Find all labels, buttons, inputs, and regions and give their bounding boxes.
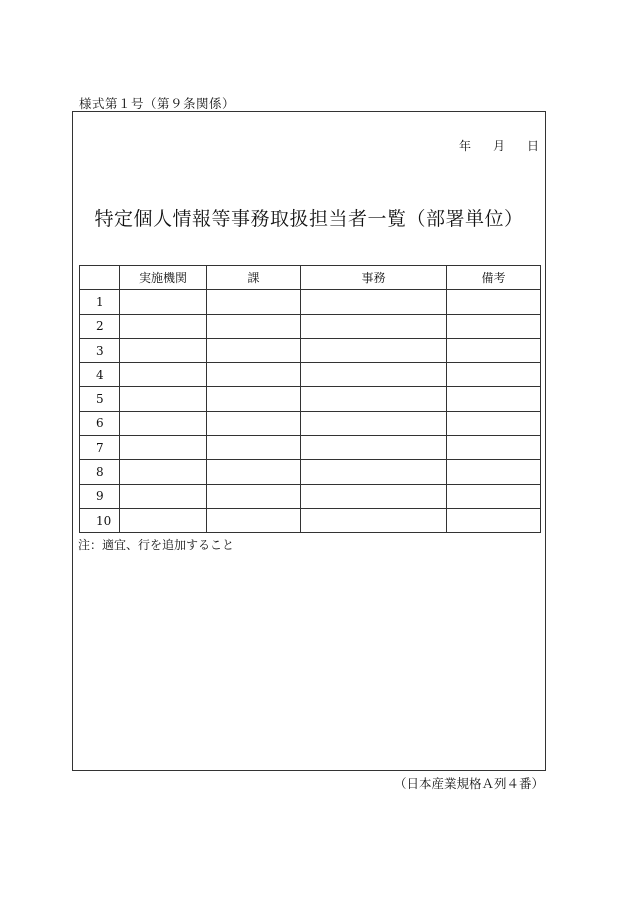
cell-section[interactable]	[207, 508, 301, 532]
row-number: 6	[80, 411, 120, 435]
paper-size-footer: （日本産業規格Ａ列４番）	[393, 776, 544, 791]
cell-agency[interactable]	[120, 290, 207, 314]
cell-agency[interactable]	[120, 411, 207, 435]
cell-section[interactable]	[207, 436, 301, 460]
cell-section[interactable]	[207, 338, 301, 362]
table-row	[80, 290, 541, 314]
row-number: 9	[80, 484, 120, 508]
cell-section[interactable]	[207, 411, 301, 435]
row-number: 7	[80, 436, 120, 460]
cell-agency[interactable]	[120, 460, 207, 484]
header-cell-number	[80, 266, 120, 290]
cell-agency[interactable]	[120, 436, 207, 460]
table-header-row	[80, 266, 541, 290]
table-row	[80, 338, 541, 362]
table-row	[80, 460, 541, 484]
cell-remarks[interactable]	[447, 436, 541, 460]
cell-task[interactable]	[301, 387, 447, 411]
cell-remarks[interactable]	[447, 460, 541, 484]
cell-remarks[interactable]	[447, 411, 541, 435]
date-year-label: 年	[458, 139, 471, 153]
date-line	[459, 137, 539, 154]
cell-section[interactable]	[207, 314, 301, 338]
header-cell-agency: 実施機関	[120, 266, 207, 290]
cell-remarks[interactable]	[447, 363, 541, 387]
cell-section[interactable]	[207, 460, 301, 484]
cell-section[interactable]	[207, 290, 301, 314]
row-number: 2	[80, 314, 120, 338]
table-row	[80, 436, 541, 460]
cell-task[interactable]	[301, 436, 447, 460]
header-cell-remarks: 備考	[447, 266, 541, 290]
cell-remarks[interactable]	[447, 508, 541, 532]
date-day-label: 日	[526, 139, 539, 153]
cell-agency[interactable]	[120, 363, 207, 387]
form-number: 様式第１号（第９条関係）	[79, 96, 236, 111]
header-cell-task: 事務	[301, 266, 447, 290]
row-number: 8	[80, 460, 120, 484]
staff-table	[79, 265, 541, 533]
cell-task[interactable]	[301, 338, 447, 362]
cell-agency[interactable]	[120, 387, 207, 411]
date-month-label: 月	[492, 139, 505, 153]
cell-task[interactable]	[301, 290, 447, 314]
row-number: 3	[80, 338, 120, 362]
cell-agency[interactable]	[120, 508, 207, 532]
cell-section[interactable]	[207, 363, 301, 387]
cell-remarks[interactable]	[447, 387, 541, 411]
cell-task[interactable]	[301, 484, 447, 508]
table-note: 注：適宜、行を追加すること	[78, 538, 235, 552]
form-frame	[72, 111, 546, 771]
cell-section[interactable]	[207, 387, 301, 411]
table-row	[80, 411, 541, 435]
cell-task[interactable]	[301, 314, 447, 338]
row-number: 5	[80, 387, 120, 411]
table-row	[80, 508, 541, 532]
cell-agency[interactable]	[120, 484, 207, 508]
document-title: 特定個人情報等事務取扱担当者一覧（部署単位）	[94, 208, 524, 230]
cell-agency[interactable]	[120, 314, 207, 338]
cell-remarks[interactable]	[447, 484, 541, 508]
cell-remarks[interactable]	[447, 338, 541, 362]
cell-task[interactable]	[301, 411, 447, 435]
cell-remarks[interactable]	[447, 314, 541, 338]
row-number: 1	[80, 290, 120, 314]
row-number: 10	[80, 508, 120, 532]
cell-task[interactable]	[301, 363, 447, 387]
table-row	[80, 363, 541, 387]
cell-agency[interactable]	[120, 338, 207, 362]
cell-remarks[interactable]	[447, 290, 541, 314]
cell-section[interactable]	[207, 484, 301, 508]
table-row	[80, 314, 541, 338]
cell-task[interactable]	[301, 460, 447, 484]
cell-task[interactable]	[301, 508, 447, 532]
table-row	[80, 387, 541, 411]
header-cell-section: 課	[207, 266, 301, 290]
row-number: 4	[80, 363, 120, 387]
table-row	[80, 484, 541, 508]
